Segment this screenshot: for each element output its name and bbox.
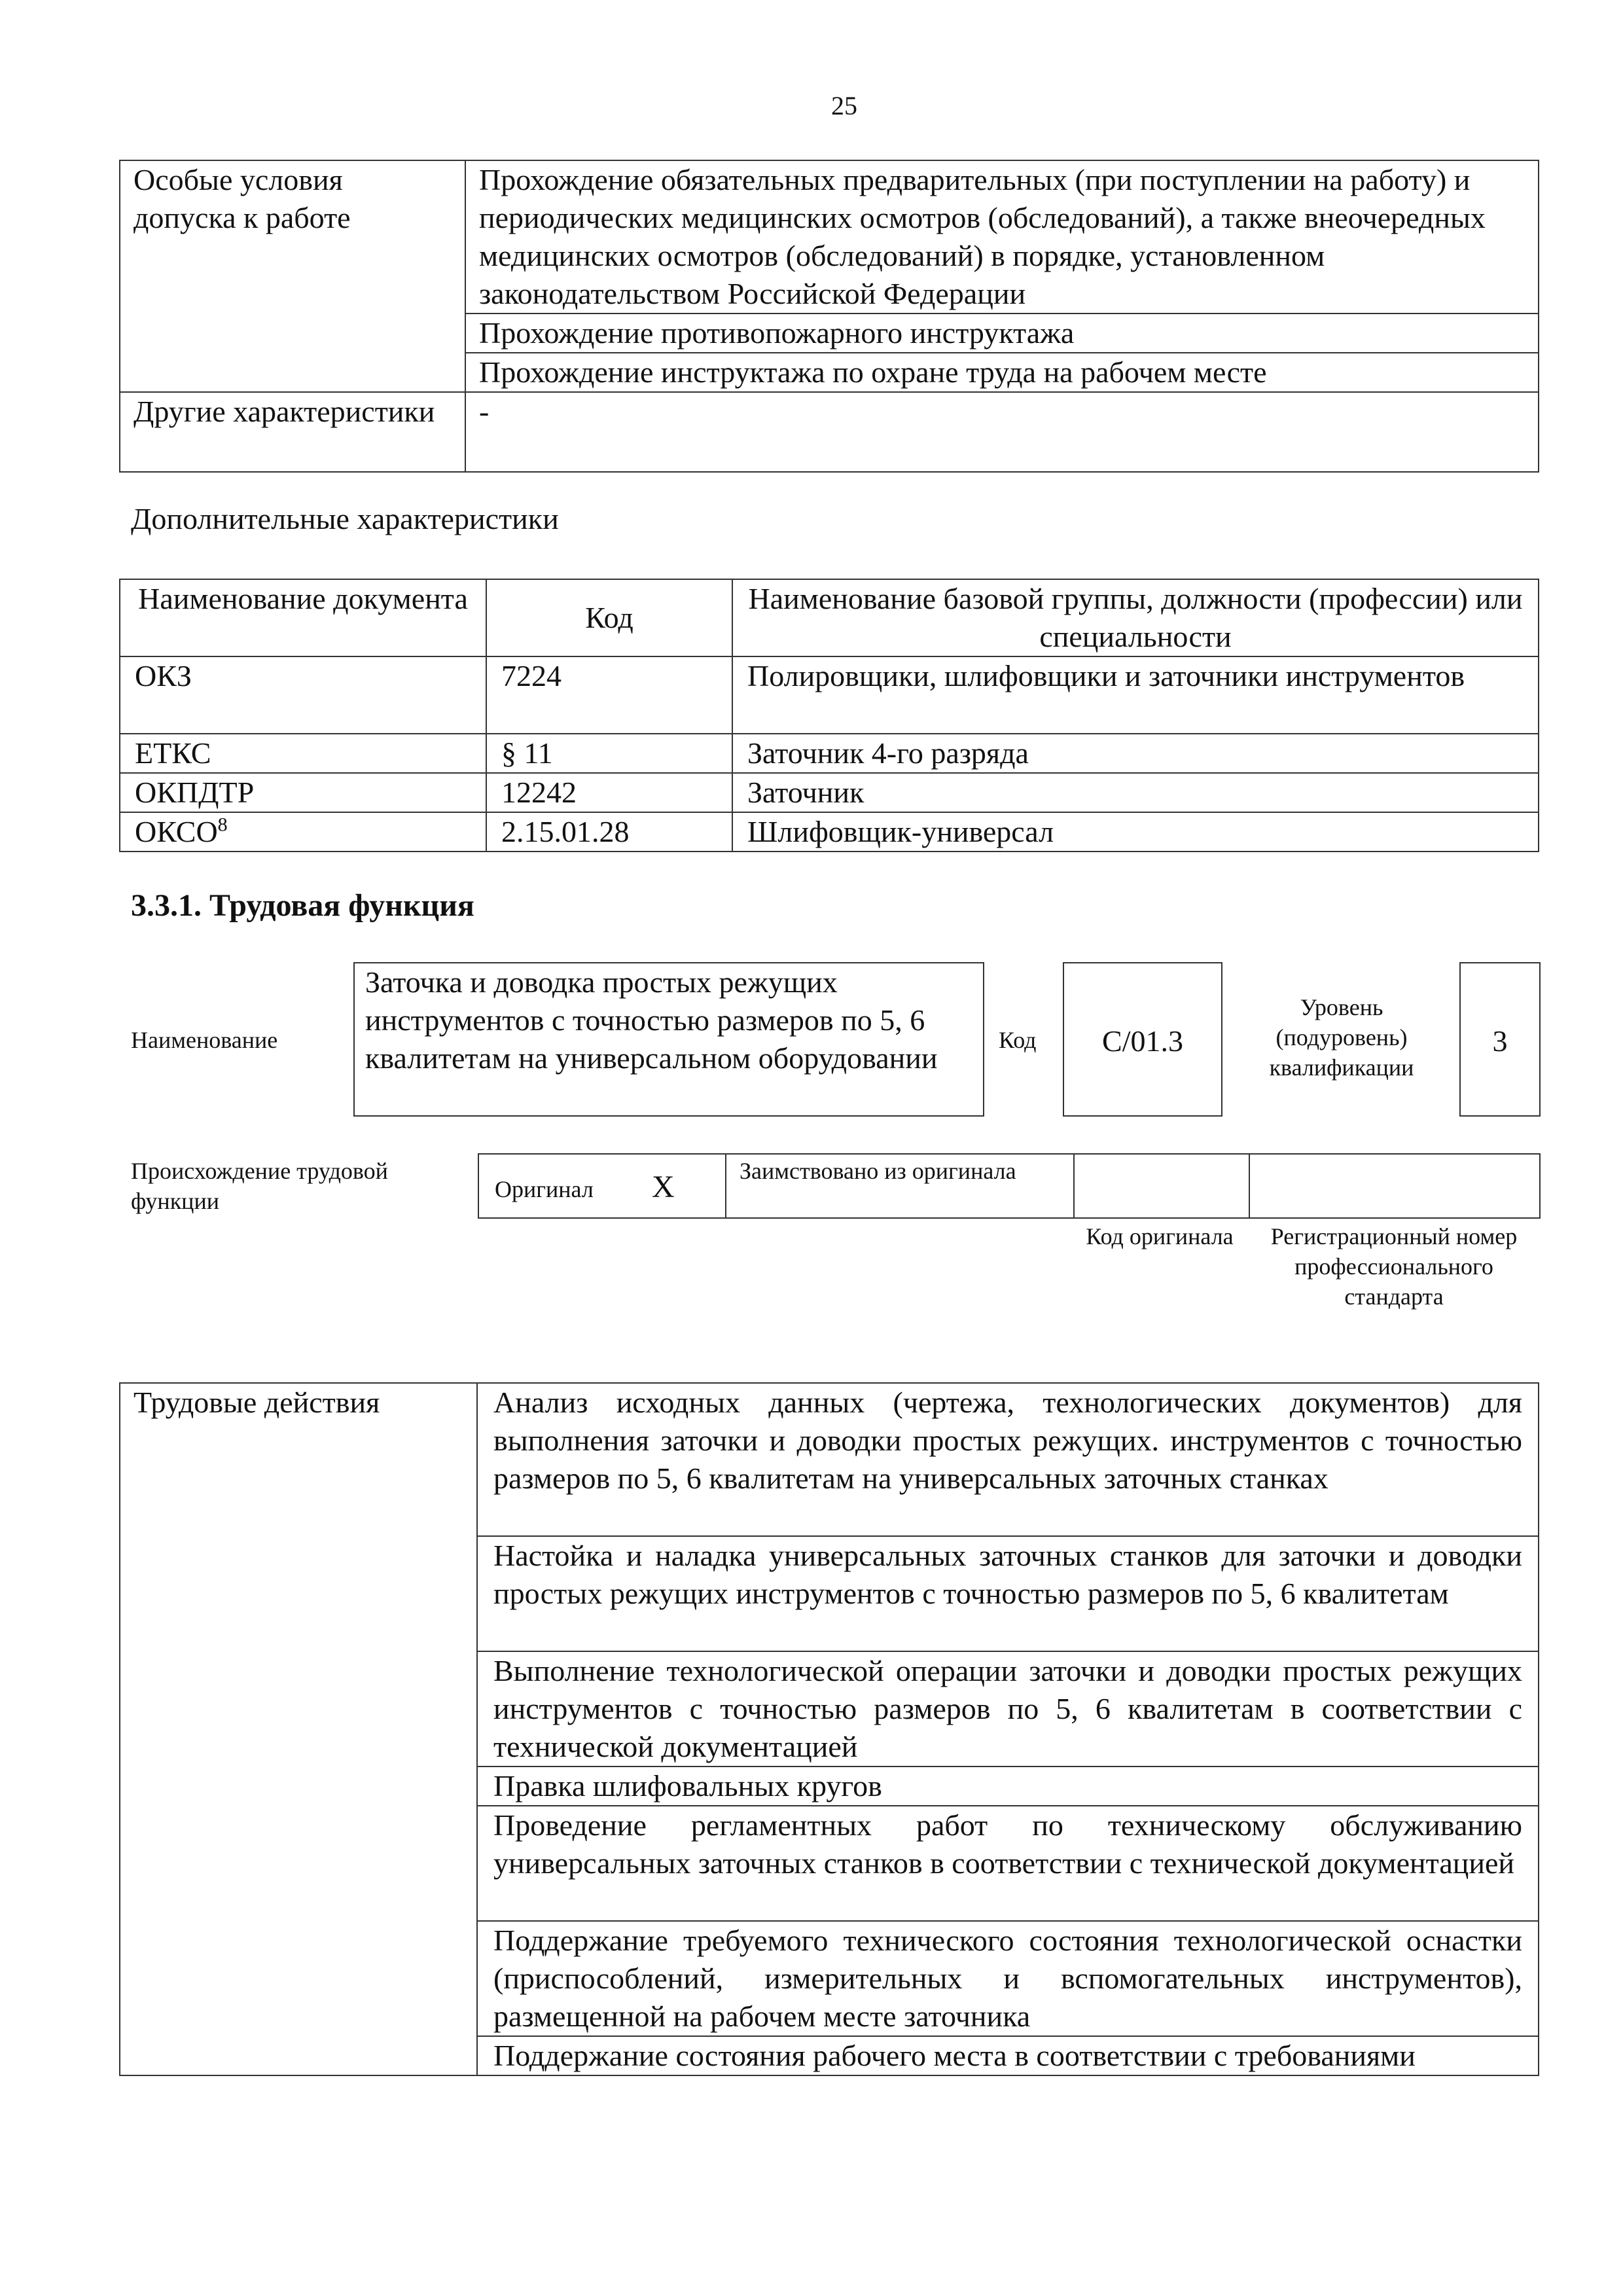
original-label: Оригинал xyxy=(495,1176,594,1202)
divider xyxy=(1249,1153,1250,1219)
conditions-item: Прохождение обязательных предварительных (при поступлении на работу) и периодических медицинских осмотров (обследований), а также внеочередных медицинских осмотров (обследований) в порядке, установленном законодательством Российской Федерации xyxy=(465,160,1539,314)
labour-function-heading: 3.3.1. Трудовая функция xyxy=(131,888,474,923)
labour-action-item: Выполнение технологической операции заточки и доводки простых режущих инструментов с точностью размеров по 5, 6 квалитетам в соответствии с технической документацией xyxy=(477,1651,1539,1767)
labour-action-item: Настойка и наладка универсальных заточных станков для заточки и доводки простых режущих инструментов с точностью размеров по 5, 6 квалитетам xyxy=(477,1536,1539,1651)
table-cell: Шлифовщик-универсал xyxy=(732,812,1539,852)
level-value-box: 3 xyxy=(1459,962,1541,1117)
code-label: Код xyxy=(999,1027,1037,1053)
conditions-item: Прохождение противопожарного инструктажа xyxy=(465,314,1539,353)
header-group: Наименование базовой группы, должности (профессии) или специальности xyxy=(732,579,1539,656)
divider xyxy=(1073,1153,1075,1219)
table-cell: Заточник xyxy=(732,773,1539,812)
labour-actions-label: Трудовые действия xyxy=(120,1383,477,2075)
table-cell: 12242 xyxy=(486,773,732,812)
other-characteristics-value: - xyxy=(465,392,1539,472)
footnote-marker: 8 xyxy=(217,814,228,836)
other-characteristics-label: Другие характеристики xyxy=(120,392,465,472)
page-number: 25 xyxy=(831,91,857,120)
function-name-box: Заточка и доводка простых режущих инструментов с точностью размеров по 5, 6 квалитетам на универсальном оборудовании xyxy=(353,962,984,1117)
header-document: Наименование документа xyxy=(120,579,486,656)
level-label: Уровень (подуровень) квалификации xyxy=(1269,994,1414,1081)
registration-number-caption: Регистрационный номер профессионального стандарта xyxy=(1270,1223,1518,1310)
origin-code-caption: Код оригинала xyxy=(1086,1223,1234,1249)
table-cell: Полировщики, шлифовщики и заточники инструментов xyxy=(732,656,1539,734)
origin-label: Происхождение трудовой функции xyxy=(131,1158,388,1214)
table-cell: ОКЗ xyxy=(120,656,486,734)
labour-action-item: Поддержание требуемого технического состояния технологической оснастки (приспособлений, измерительных и вспомогательных инструментов), размещенной на рабочем месте заточника xyxy=(477,1921,1539,2036)
labour-action-item: Правка шлифовальных кругов xyxy=(477,1767,1539,1806)
table-cell: 2.15.01.28 xyxy=(486,812,732,852)
table-cell: ОКПДТР xyxy=(120,773,486,812)
table-cell: 7224 xyxy=(486,656,732,734)
table-cell: Заточник 4-го разряда xyxy=(732,734,1539,773)
table-cell: § 11 xyxy=(486,734,732,773)
table-cell xyxy=(120,812,486,852)
header-code: Код xyxy=(486,579,732,656)
borrowed-label: Заимствовано из оригинала xyxy=(740,1158,1016,1184)
conditions-label: Особые условия допуска к работе xyxy=(120,160,465,392)
okso-label: ОКСО xyxy=(135,815,218,848)
function-code-box: C/01.3 xyxy=(1063,962,1222,1117)
labour-action-item: Поддержание состояния рабочего места в соответствии с требованиями xyxy=(477,2036,1539,2075)
divider xyxy=(725,1153,726,1219)
extra-characteristics-heading: Дополнительные характеристики xyxy=(131,502,559,535)
labour-action-item: Проведение регламентных работ по техническому обслуживанию универсальных заточных станков в соответствии с технической документацией xyxy=(477,1806,1539,1921)
name-label: Наименование xyxy=(131,1027,278,1053)
labour-actions-table xyxy=(119,1382,1539,2076)
conditions-item: Прохождение инструктажа по охране труда на рабочем месте xyxy=(465,353,1539,392)
original-mark: X xyxy=(652,1170,675,1204)
labour-action-item: Анализ исходных данных (чертежа, технологических документов) для выполнения заточки и доводки простых режущих. инструментов с точностью размеров по 5, 6 квалитетам на универсальных заточных станках xyxy=(477,1383,1539,1536)
origin-row xyxy=(478,1153,1541,1219)
extra-characteristics-table xyxy=(119,579,1539,852)
table-cell: ЕТКС xyxy=(120,734,486,773)
conditions-table xyxy=(119,160,1539,473)
